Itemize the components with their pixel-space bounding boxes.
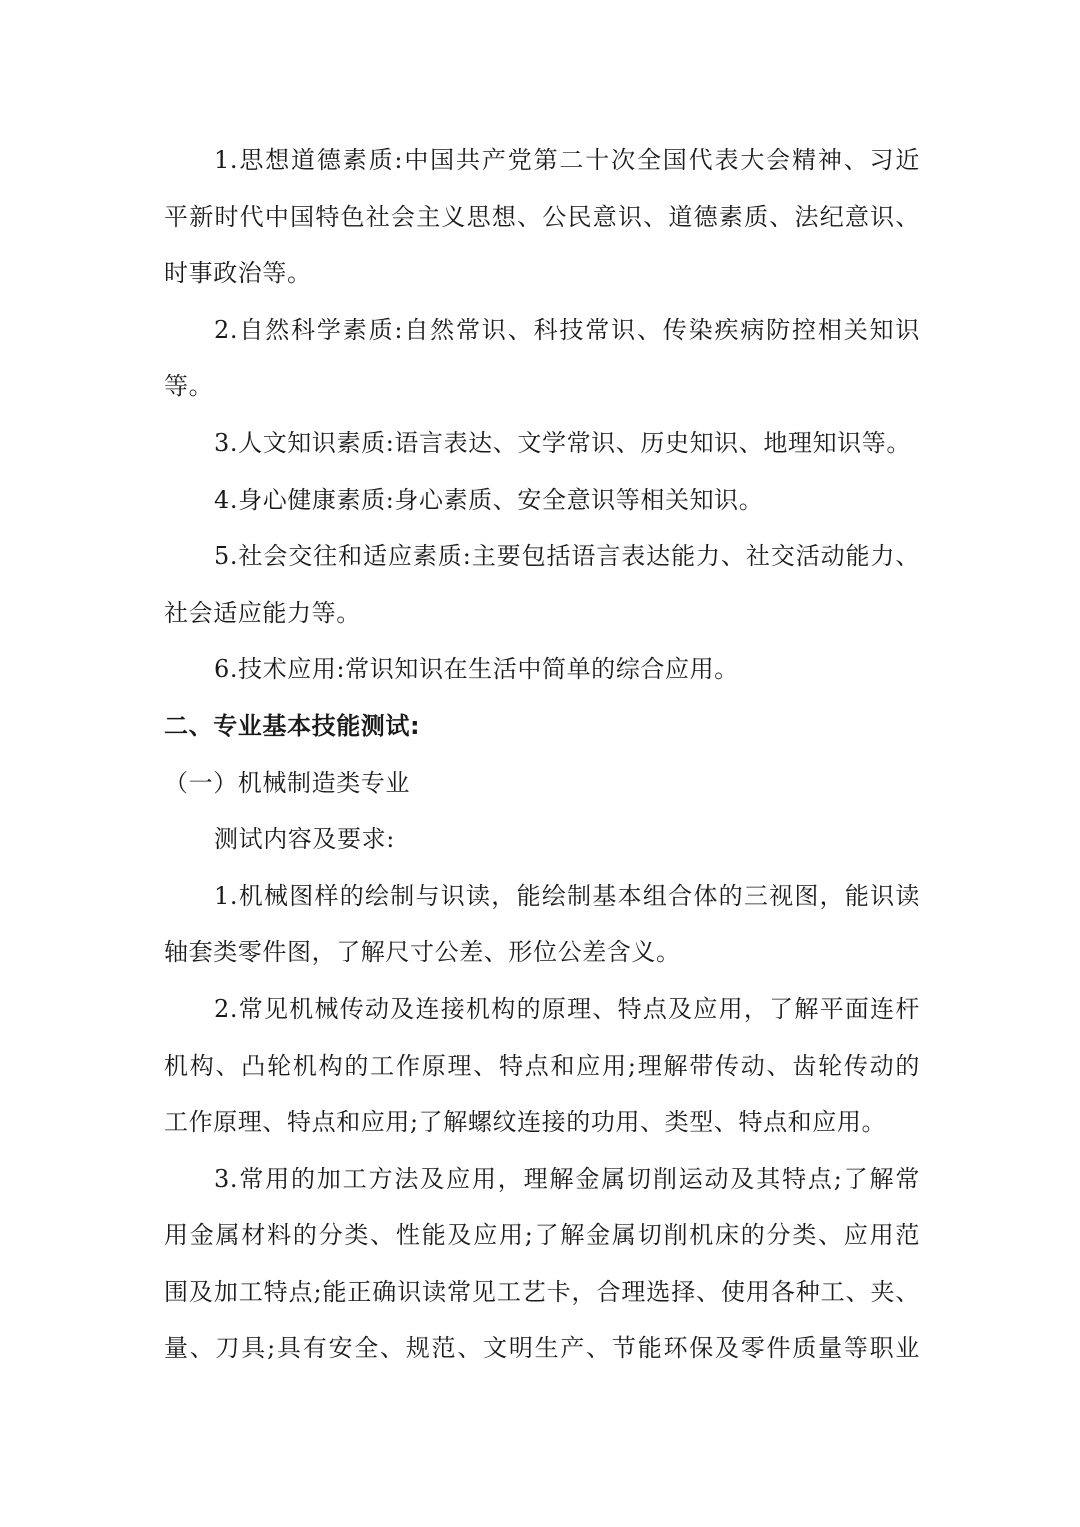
text-line: 2.自然科学素质:自然常识、科技常识、传染疾病防控相关知识 bbox=[214, 315, 920, 344]
paragraph-natural-science-quality bbox=[164, 302, 920, 415]
text-line: 3.人文知识素质:语言表达、文学常识、历史知识、地理知识等。 bbox=[214, 428, 911, 457]
paragraph-ideological-quality bbox=[164, 132, 920, 302]
text-line: 轴套类零件图，了解尺寸公差、形位公差含义。 bbox=[164, 938, 681, 967]
item-mechanical-drawing bbox=[164, 868, 920, 981]
text-line: 1.机械图样的绘制与识读，能绘制基本组合体的三视图，能识读 bbox=[214, 881, 920, 910]
document-page bbox=[164, 132, 920, 1377]
text-line: 6.技术应用:常识知识在生活中简单的综合应用。 bbox=[214, 655, 739, 684]
text-line: 社会适应能力等。 bbox=[164, 598, 361, 627]
text-line: 平新时代中国特色社会主义思想、公民意识、道德素质、法纪意识、 bbox=[164, 202, 920, 231]
text-line: 3.常用的加工方法及应用，理解金属切削运动及其特点;了解常 bbox=[214, 1164, 920, 1193]
item-machining-methods bbox=[164, 1151, 920, 1377]
paragraph-humanities-quality bbox=[164, 415, 920, 472]
text-line: 用金属材料的分类、性能及应用;了解金属切削机床的分类、应用范 bbox=[164, 1221, 920, 1250]
section-heading-text: 二、专业基本技能测试: bbox=[164, 711, 421, 740]
subsection-heading-text: （一）机械制造类专业 bbox=[164, 768, 410, 797]
text-line: 等。 bbox=[164, 372, 214, 401]
text-line: 时事政治等。 bbox=[164, 259, 312, 288]
requirements-label-text: 测试内容及要求: bbox=[214, 825, 395, 854]
subsection-heading bbox=[164, 755, 920, 812]
text-line: 量、刀具;具有安全、规范、文明生产、节能环保及零件质量等职业 bbox=[164, 1334, 920, 1363]
requirements-label bbox=[164, 811, 920, 868]
paragraph-social-quality bbox=[164, 528, 920, 641]
paragraph-health-quality bbox=[164, 472, 920, 529]
text-line: 4.身心健康素质:身心素质、安全意识等相关知识。 bbox=[214, 485, 764, 514]
text-line: 机构、凸轮机构的工作原理、特点和应用;理解带传动、齿轮传动的 bbox=[164, 1051, 920, 1080]
item-mechanical-transmission bbox=[164, 981, 920, 1151]
section-heading bbox=[164, 698, 920, 755]
text-line: 围及加工特点;能正确识读常见工艺卡，合理选择、使用各种工、夹、 bbox=[164, 1277, 920, 1306]
text-line: 工作原理、特点和应用;了解螺纹连接的功用、类型、特点和应用。 bbox=[164, 1108, 887, 1137]
paragraph-tech-application bbox=[164, 641, 920, 698]
text-line: 2.常见机械传动及连接机构的原理、特点及应用，了解平面连杆 bbox=[214, 994, 920, 1023]
text-line: 5.社会交往和适应素质:主要包括语言表达能力、社交活动能力、 bbox=[214, 542, 920, 571]
text-line: 1.思想道德素质:中国共产党第二十次全国代表大会精神、习近 bbox=[214, 146, 920, 174]
